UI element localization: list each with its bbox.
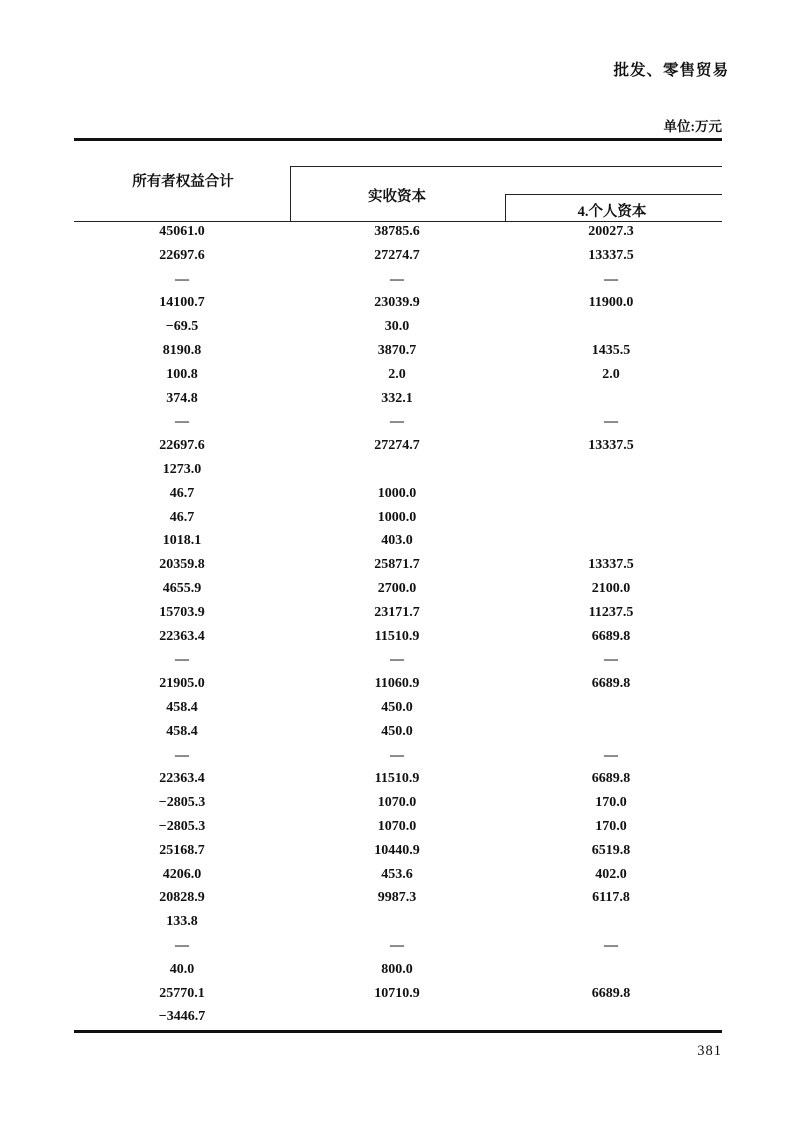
cell-col3 bbox=[501, 958, 721, 982]
column-header-personal-capital: 4.个人资本 bbox=[577, 204, 647, 220]
paid-in-capital-box-left-border bbox=[290, 166, 291, 222]
cell-col2: 25871.7 bbox=[374, 557, 420, 573]
cell-col2: — bbox=[390, 414, 404, 430]
table-row bbox=[0, 601, 793, 625]
cell-col2: 800.0 bbox=[381, 961, 413, 977]
table-row bbox=[0, 220, 793, 244]
cell-col2: — bbox=[390, 747, 404, 763]
cell-col3: — bbox=[604, 652, 618, 668]
cell-col1: 21905.0 bbox=[159, 676, 205, 692]
cell-col1: — bbox=[175, 652, 189, 668]
cell-col1: 4206.0 bbox=[162, 866, 202, 882]
cell-col3: 13337.5 bbox=[588, 557, 634, 573]
table-row bbox=[0, 863, 793, 887]
cell-col1: 46.7 bbox=[169, 509, 195, 525]
cell-col3 bbox=[501, 458, 721, 482]
cell-col1: 22363.4 bbox=[159, 771, 205, 787]
cell-col3: 13337.5 bbox=[588, 438, 634, 454]
cell-col3 bbox=[501, 315, 721, 339]
cell-col2: 2700.0 bbox=[377, 580, 417, 596]
table-row bbox=[0, 434, 793, 458]
paid-in-capital-box-top-border bbox=[290, 166, 722, 167]
cell-col3 bbox=[501, 910, 721, 934]
table-row bbox=[0, 339, 793, 363]
table-row bbox=[0, 744, 793, 768]
cell-col1: 100.8 bbox=[166, 366, 198, 382]
cell-col2: 1000.0 bbox=[377, 485, 417, 501]
cell-col3: 11237.5 bbox=[588, 604, 634, 620]
cell-col3: 6117.8 bbox=[592, 890, 630, 906]
cell-col2: 27274.7 bbox=[374, 438, 420, 454]
cell-col1: 22697.6 bbox=[159, 247, 205, 263]
cell-col1: 4655.9 bbox=[162, 580, 202, 596]
cell-col2: 2.0 bbox=[388, 366, 406, 382]
cell-col3: 170.0 bbox=[595, 818, 627, 834]
cell-col3: 6519.8 bbox=[591, 842, 631, 858]
table-row bbox=[0, 982, 793, 1006]
cell-col2: 1070.0 bbox=[377, 818, 417, 834]
cell-col2: 11510.9 bbox=[374, 628, 420, 644]
cell-col2: 10440.9 bbox=[374, 842, 420, 858]
table-row bbox=[0, 315, 793, 339]
table-row bbox=[0, 625, 793, 649]
cell-col1: 1018.1 bbox=[162, 533, 202, 549]
table-row bbox=[0, 958, 793, 982]
cell-col3 bbox=[501, 529, 721, 553]
cell-col2: 3870.7 bbox=[377, 342, 417, 358]
column-header-paid-in-capital: 实收资本 bbox=[368, 189, 426, 205]
cell-col3: 2.0 bbox=[602, 366, 620, 382]
cell-col1: 22697.6 bbox=[159, 438, 205, 454]
cell-col1: 1273.0 bbox=[162, 461, 202, 477]
table-row bbox=[0, 268, 793, 292]
table-row bbox=[0, 506, 793, 530]
cell-col1: 20828.9 bbox=[159, 890, 205, 906]
table-row bbox=[0, 410, 793, 434]
cell-col2: — bbox=[390, 271, 404, 287]
chapter-title: 批发、零售贸易 bbox=[613, 62, 729, 79]
cell-col2: 30.0 bbox=[384, 319, 410, 335]
cell-col2: — bbox=[390, 937, 404, 953]
cell-col3: 6689.8 bbox=[591, 985, 631, 1001]
unit-label: 单位:万元 bbox=[663, 119, 722, 134]
table-row bbox=[0, 529, 793, 553]
cell-col3 bbox=[501, 387, 721, 411]
cell-col2: 10710.9 bbox=[374, 985, 420, 1001]
cell-col3: 2100.0 bbox=[591, 580, 631, 596]
table-row bbox=[0, 387, 793, 411]
cell-col1: 46.7 bbox=[169, 485, 195, 501]
cell-col3: — bbox=[604, 414, 618, 430]
cell-col2: 332.1 bbox=[381, 390, 413, 406]
cell-col2: 11510.9 bbox=[374, 771, 420, 787]
cell-col2: 23039.9 bbox=[374, 295, 420, 311]
cell-col1: −2805.3 bbox=[158, 818, 206, 834]
cell-col2: 450.0 bbox=[381, 699, 413, 715]
cell-col1: 40.0 bbox=[169, 961, 195, 977]
cell-col1: −2805.3 bbox=[158, 795, 206, 811]
cell-col2: 9987.3 bbox=[377, 890, 417, 906]
cell-col2: 38785.6 bbox=[374, 224, 420, 239]
cell-col3 bbox=[501, 506, 721, 530]
table-row bbox=[0, 815, 793, 839]
table-row bbox=[0, 886, 793, 910]
table-row bbox=[0, 291, 793, 315]
cell-col3: 1435.5 bbox=[591, 342, 631, 358]
table-row bbox=[0, 363, 793, 387]
cell-col1: −3446.7 bbox=[158, 1009, 206, 1025]
cell-col2 bbox=[287, 458, 507, 482]
table-row bbox=[0, 1005, 793, 1029]
cell-col2: 1000.0 bbox=[377, 509, 417, 525]
cell-col2: — bbox=[390, 652, 404, 668]
cell-col1: 15703.9 bbox=[159, 604, 205, 620]
cell-col1: — bbox=[175, 414, 189, 430]
cell-col1: 458.4 bbox=[166, 723, 198, 739]
cell-col3: 6689.8 bbox=[591, 676, 631, 692]
cell-col2: 23171.7 bbox=[374, 604, 420, 620]
table-row bbox=[0, 553, 793, 577]
cell-col1: 133.8 bbox=[166, 914, 198, 930]
cell-col1: — bbox=[175, 937, 189, 953]
cell-col2: 403.0 bbox=[381, 533, 413, 549]
cell-col3: 402.0 bbox=[595, 866, 627, 882]
cell-col3: 6689.8 bbox=[591, 771, 631, 787]
column-header-owners-equity-total: 所有者权益合计 bbox=[132, 174, 234, 190]
cell-col1: 20359.8 bbox=[159, 557, 205, 573]
table-row bbox=[0, 839, 793, 863]
cell-col2: 1070.0 bbox=[377, 795, 417, 811]
cell-col1: 14100.7 bbox=[159, 295, 205, 311]
table-row bbox=[0, 696, 793, 720]
cell-col2 bbox=[287, 1005, 507, 1029]
table-row bbox=[0, 720, 793, 744]
table-row bbox=[0, 767, 793, 791]
cell-col1: 45061.0 bbox=[159, 224, 205, 239]
cell-col3: — bbox=[604, 271, 618, 287]
cell-col3: 20027.3 bbox=[588, 224, 634, 239]
cell-col1: −69.5 bbox=[165, 319, 199, 335]
cell-col2: 27274.7 bbox=[374, 247, 420, 263]
table-bottom-rule bbox=[74, 1030, 722, 1033]
cell-col3: 6689.8 bbox=[591, 628, 631, 644]
table-row bbox=[0, 244, 793, 268]
table-row bbox=[0, 577, 793, 601]
cell-col3: — bbox=[604, 747, 618, 763]
cell-col3: 11900.0 bbox=[588, 295, 634, 311]
table-row bbox=[0, 648, 793, 672]
cell-col1: 22363.4 bbox=[159, 628, 205, 644]
personal-capital-box-left-border bbox=[505, 194, 506, 222]
cell-col3: — bbox=[604, 937, 618, 953]
cell-col3 bbox=[501, 1005, 721, 1029]
cell-col1: 25770.1 bbox=[159, 985, 205, 1001]
cell-col2: 453.6 bbox=[381, 866, 413, 882]
cell-col1: — bbox=[175, 271, 189, 287]
cell-col1: 25168.7 bbox=[159, 842, 205, 858]
cell-col1: 374.8 bbox=[166, 390, 198, 406]
cell-col2: 11060.9 bbox=[374, 676, 420, 692]
personal-capital-box-top-border bbox=[505, 194, 722, 195]
cell-col3 bbox=[501, 720, 721, 744]
cell-col2: 450.0 bbox=[381, 723, 413, 739]
table-row bbox=[0, 672, 793, 696]
cell-col1: 458.4 bbox=[166, 699, 198, 715]
page-number: 381 bbox=[697, 1043, 722, 1059]
table-row bbox=[0, 791, 793, 815]
cell-col3 bbox=[501, 696, 721, 720]
cell-col2 bbox=[287, 910, 507, 934]
table-row bbox=[0, 482, 793, 506]
cell-col1: — bbox=[175, 747, 189, 763]
table-row bbox=[0, 910, 793, 934]
cell-col3: 170.0 bbox=[595, 795, 627, 811]
cell-col3: 13337.5 bbox=[588, 247, 634, 263]
cell-col1: 8190.8 bbox=[162, 342, 202, 358]
table-row bbox=[0, 458, 793, 482]
table-top-rule bbox=[74, 138, 722, 141]
table-body bbox=[0, 220, 793, 1029]
cell-col3 bbox=[501, 482, 721, 506]
table-row bbox=[0, 934, 793, 958]
